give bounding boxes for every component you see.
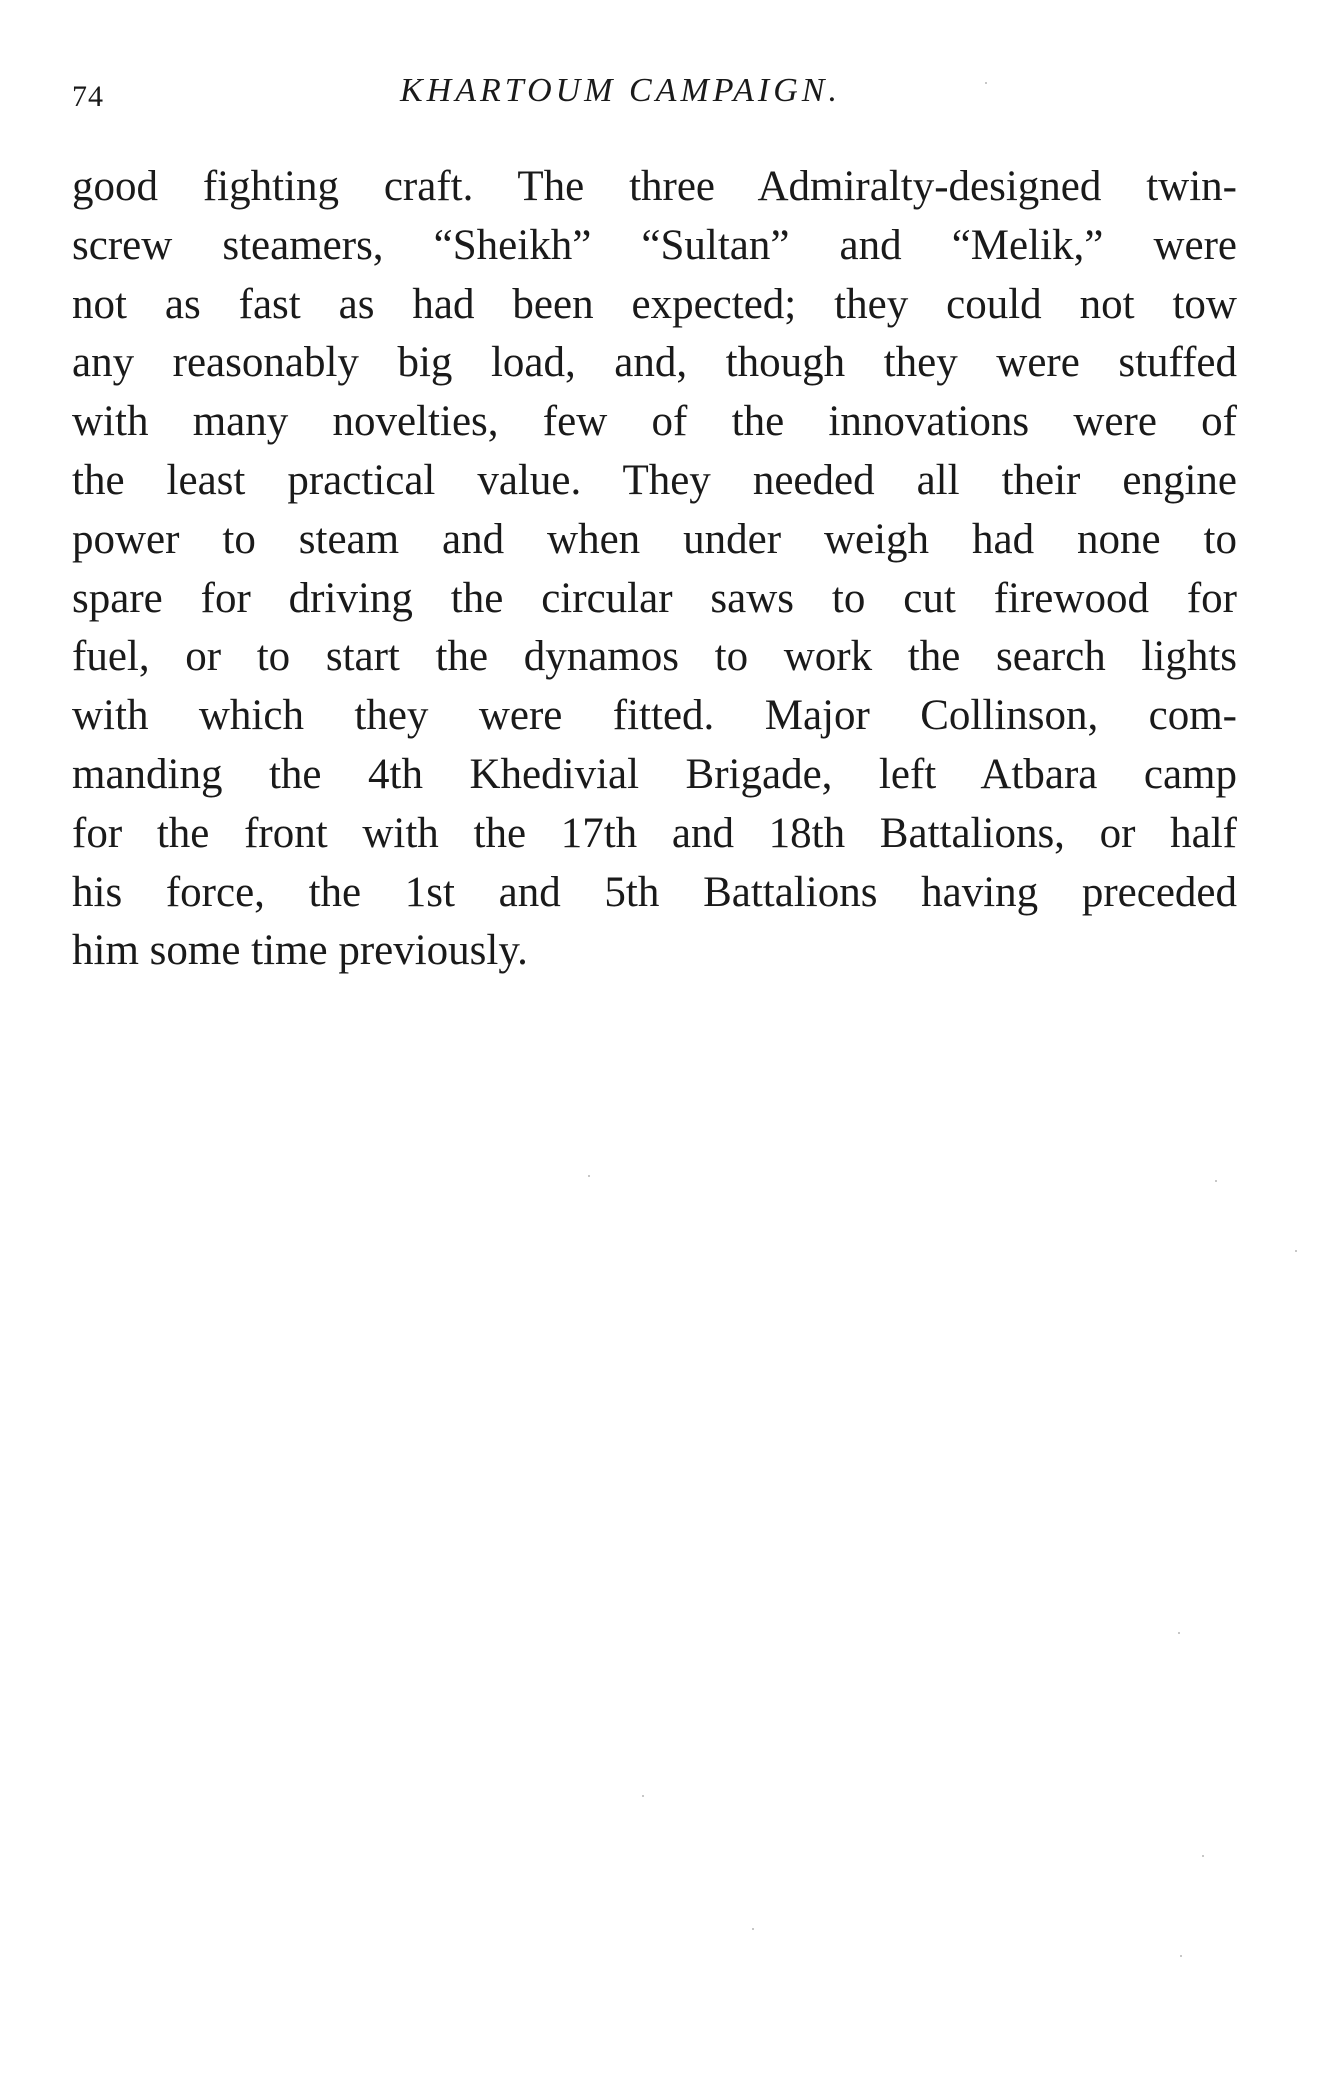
scan-speck	[642, 1795, 644, 1797]
text-line: good fighting craft. The three Admiralty-designed twin-	[72, 163, 1237, 210]
scan-speck	[1295, 1250, 1297, 1252]
scan-speck	[1202, 1855, 1204, 1857]
text-line: spare for driving the circular saws to cut firewood for	[72, 574, 1237, 622]
text-line: power to steam and when under weigh had none to	[72, 515, 1237, 563]
text-line: for the front with the 17th and 18th Battalions, or half	[72, 809, 1237, 857]
scan-speck	[1178, 1632, 1180, 1634]
body-paragraph	[72, 158, 1237, 981]
text-line: the least practical value. They needed all their engine	[72, 456, 1237, 504]
text-line: not as fast as had been expected; they could not tow	[72, 280, 1237, 328]
text-line: his force, the 1st and 5th Battalions having preceded	[72, 868, 1237, 916]
text-line: with which they were fitted. Major Collinson, com-	[72, 692, 1237, 740]
text-line: any reasonably big load, and, though they were stuffed	[72, 339, 1237, 387]
scan-speck	[1180, 1955, 1182, 1957]
running-head	[70, 72, 1240, 122]
page-number: 74	[72, 80, 104, 113]
scan-speck	[588, 1175, 590, 1177]
scan-speck	[1215, 1180, 1217, 1182]
text-line: fuel, or to start the dynamos to work the search lights	[72, 633, 1237, 681]
text-line: him some time previously.	[72, 927, 528, 975]
text-line: with many novelties, few of the innovations were of	[72, 398, 1237, 446]
scan-speck	[985, 82, 987, 84]
running-title: KHARTOUM CAMPAIGN.	[400, 72, 841, 109]
scan-speck	[752, 1928, 754, 1930]
text-line: screw steamers, “Sheikh” “Sultan” and “Melik,” were	[72, 221, 1237, 269]
text-line: manding the 4th Khedivial Brigade, left Atbara camp	[72, 750, 1237, 798]
